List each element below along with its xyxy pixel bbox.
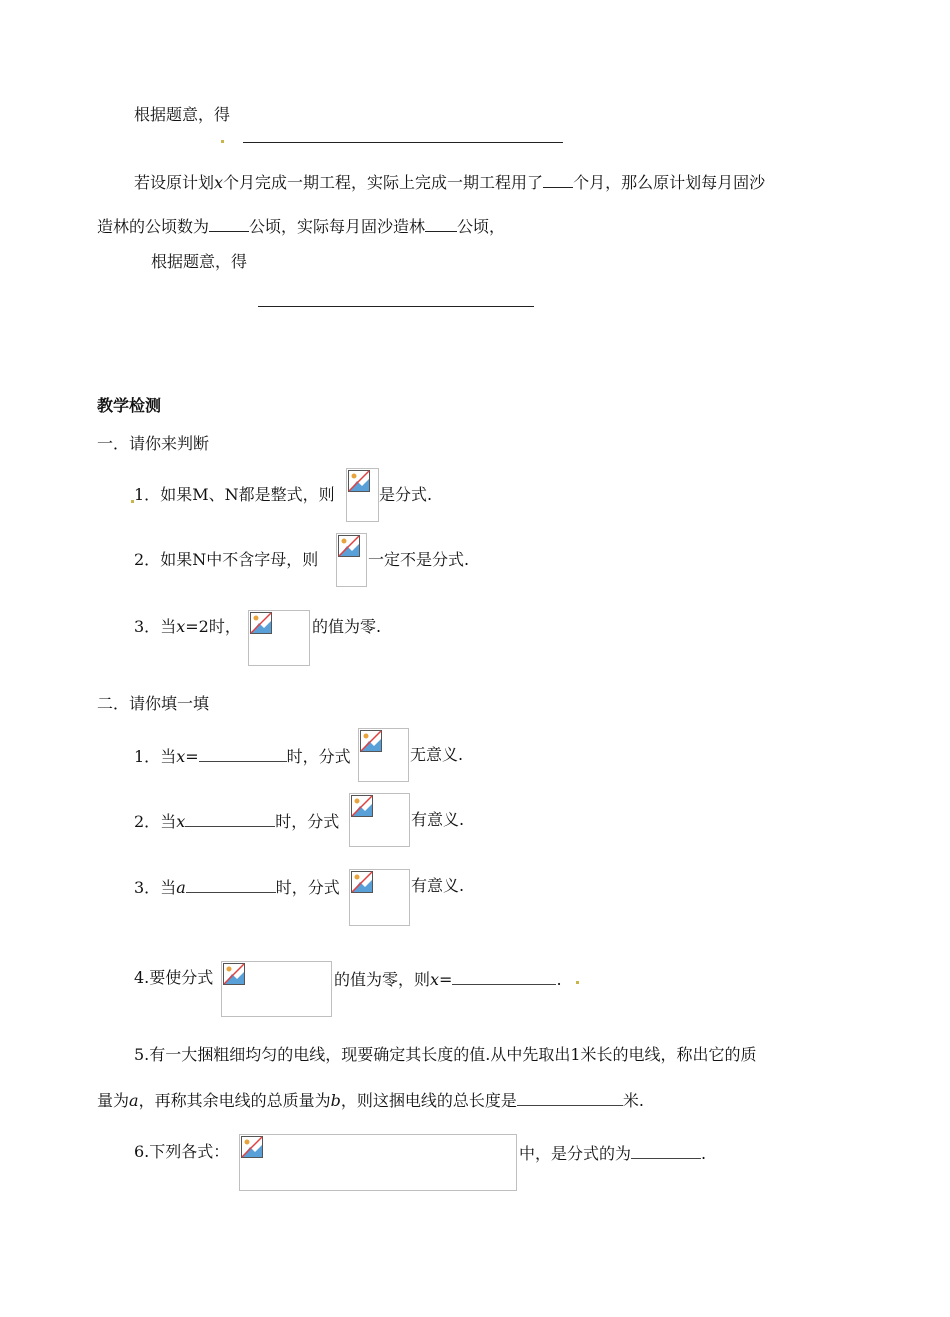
fill-q4: 4.要使分式 [134,968,214,987]
fill-q3-blank[interactable] [186,876,276,893]
broken-image-icon [241,1136,263,1158]
judge-q3: 3．当x=2时， [134,617,241,636]
fill-q3-tail: 有意义. [411,876,465,895]
formula-image-f4 [221,961,332,1017]
paragraph-line-1: 若设原计划x个月完成一期工程，实际上完成一期工程用了 个月，那么原计划每月固沙 [134,173,766,192]
fill-q5-blank[interactable] [517,1089,623,1106]
marker-dot [576,981,579,984]
answer-line-1 [243,142,563,143]
formula-image-q3 [248,610,310,666]
part1-title: 一．请你来判断 [97,434,210,453]
judge-q2: 2．如果N中不含字母，则 [134,550,319,569]
paragraph-line-2: 造林的公顷数为 公顷，实际每月固沙造林 公顷， [97,217,506,236]
judge-q2-tail: 一定不是分式. [368,550,470,569]
blank-actual-months[interactable] [543,171,573,188]
broken-image-icon [338,535,360,557]
formula-image-f1 [358,728,409,782]
judge-q1-tail: 是分式. [379,485,433,504]
broken-image-icon [351,871,373,893]
formula-image-f3 [349,869,410,926]
broken-image-icon [223,963,245,985]
fill-q2-tail: 有意义. [411,810,465,829]
answer-line-2 [258,306,534,307]
part2-title: 二．请你填一填 [97,694,210,713]
blank-plan-area[interactable] [209,215,249,232]
blank-actual-area[interactable] [425,215,457,232]
fill-q6-tail: 中，是分式的为 . [519,1144,707,1163]
prompt-line-1: 根据题意，得 [134,105,231,124]
judge-q1: 1．如果M、N都是整式，则 [134,485,335,504]
fill-q2: 2．当x 时，分式 [134,812,340,831]
prompt-line-2: 根据题意，得 [151,252,248,271]
fill-q5-line1: 5.有一大捆粗细均匀的电线，现要确定其长度的值.从中先取出1米长的电线，称出它的质 [134,1045,757,1064]
fill-q4-blank[interactable] [452,968,556,985]
judge-q3-tail: 的值为零. [312,617,382,636]
fill-q6: 6.下列各式： [134,1142,230,1161]
broken-image-icon [351,795,373,817]
fill-q1: 1．当x= 时，分式 [134,747,351,766]
fill-q4-tail: 的值为零，则x= . [334,970,562,989]
fill-q1-tail: 无意义. [410,745,464,764]
fill-q5-line2: 量为a，再称其余电线的总质量为b，则这捆电线的总长度是 米. [97,1091,644,1110]
broken-image-icon [348,470,370,492]
formula-image-f6 [239,1134,517,1191]
marker-dot [221,140,224,143]
formula-image-q2 [336,533,367,587]
fill-q6-blank[interactable] [631,1142,701,1159]
formula-image-q1 [346,468,379,522]
fill-q2-blank[interactable] [185,810,275,827]
broken-image-icon [360,730,382,752]
broken-image-icon [250,612,272,634]
fill-q3: 3．当a 时，分式 [134,878,340,897]
section-heading: 教学检测 [97,396,162,415]
fill-q1-blank[interactable] [199,745,287,762]
formula-image-f2 [349,793,410,847]
